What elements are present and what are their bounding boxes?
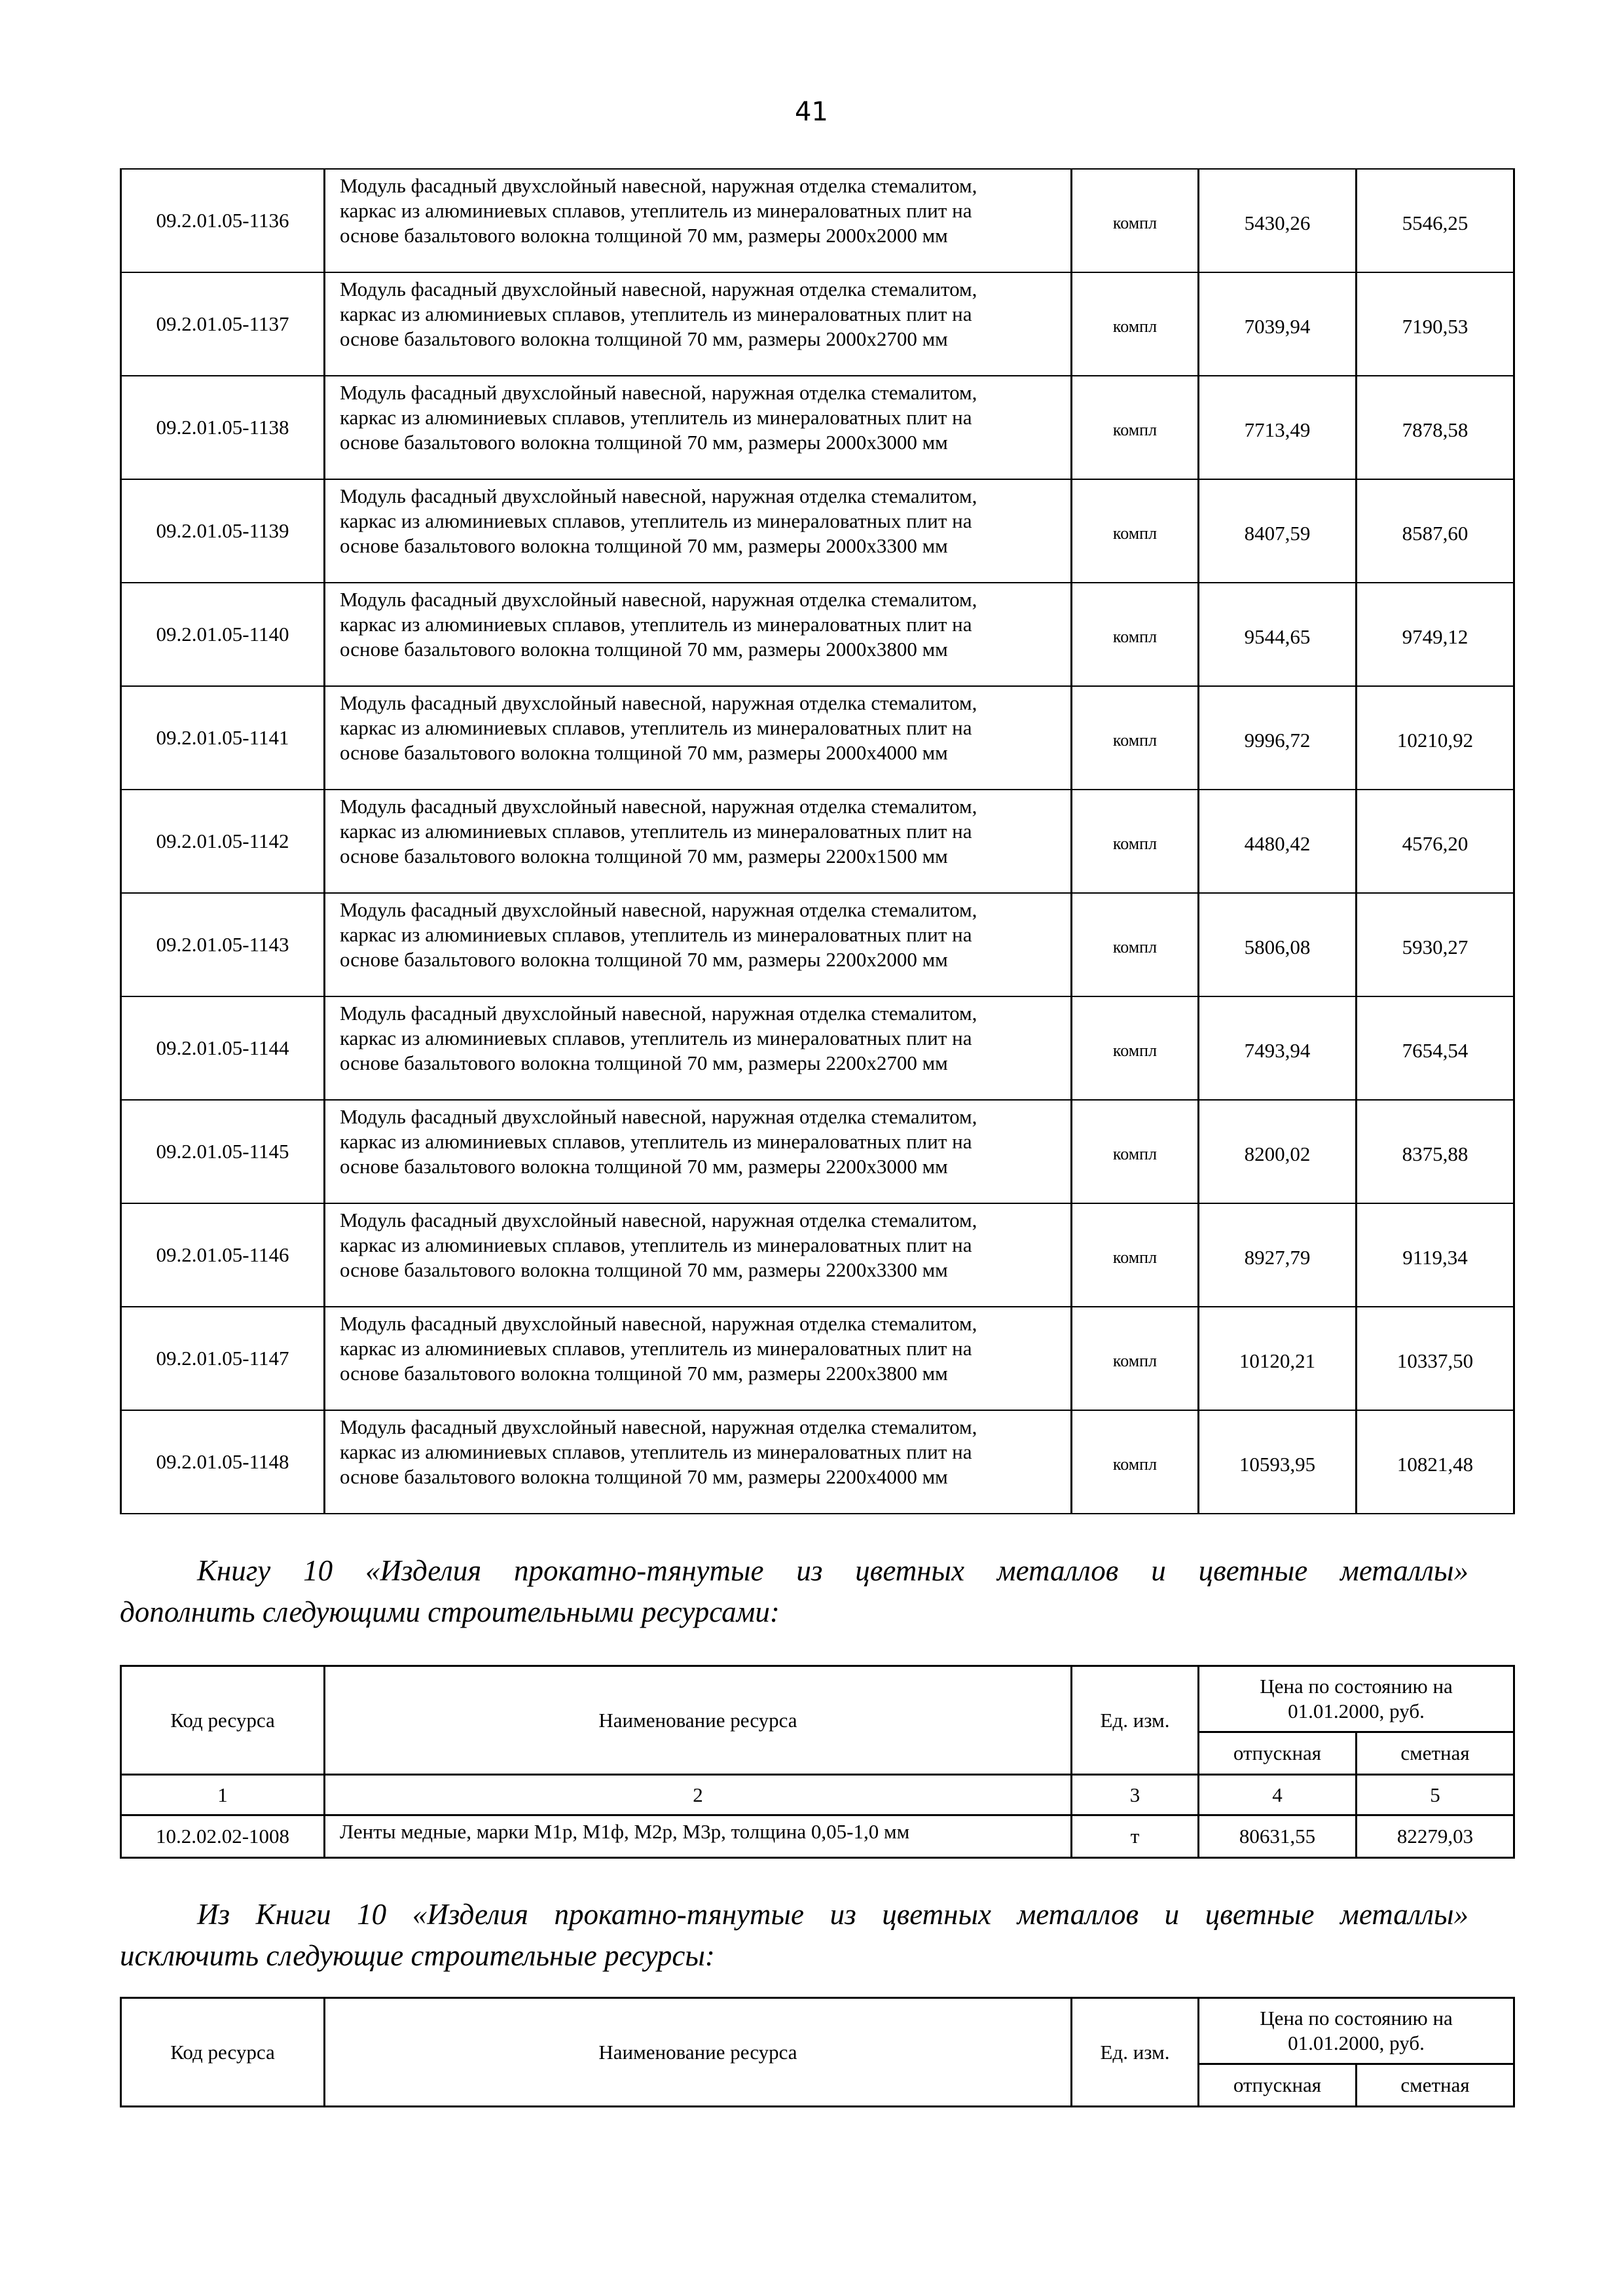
table-row: [121, 1307, 1514, 1410]
resource-code: 09.2.01.05-1147: [121, 1307, 325, 1410]
resource-name-line: Модуль фасадный двухслойный навесной, наружная отделка стемалитом,: [340, 278, 977, 301]
resource-unit: компл: [1072, 996, 1199, 1100]
release-price: 9544,65: [1199, 583, 1357, 686]
release-price: 7039,94: [1199, 272, 1357, 376]
resource-name-line: каркас из алюминиевых сплавов, утеплитель из минераловатных плит на: [340, 716, 972, 739]
header-code: Код ресурса: [121, 1666, 325, 1775]
resource-code: 09.2.01.05-1139: [121, 479, 325, 583]
col-number: 5: [1357, 1775, 1514, 1815]
resource-name-line: Модуль фасадный двухслойный навесной, наружная отделка стемалитом,: [340, 1002, 977, 1025]
col-number: 3: [1072, 1775, 1199, 1815]
resource-unit: компл: [1072, 583, 1199, 686]
col-number: 1: [121, 1775, 325, 1815]
estimate-price: 5930,27: [1357, 893, 1514, 996]
resource-name-line: Модуль фасадный двухслойный навесной, наружная отделка стемалитом,: [340, 1209, 977, 1231]
table-row: [121, 583, 1514, 686]
release-price: 8200,02: [1199, 1100, 1357, 1203]
resource-name: [325, 583, 1072, 686]
resource-name: [325, 1203, 1072, 1307]
header-name: Наименование ресурса: [325, 1998, 1072, 2107]
resource-unit: компл: [1072, 1307, 1199, 1410]
remove-resources-paragraph: [120, 1894, 1468, 1977]
table-row: [121, 1203, 1514, 1307]
resource-name-line: каркас из алюминиевых сплавов, утеплитель из минераловатных плит на: [340, 1233, 972, 1256]
estimate-price: 10210,92: [1357, 686, 1514, 790]
resource-name-line: Модуль фасадный двухслойный навесной, наружная отделка стемалитом,: [340, 691, 977, 714]
estimate-price: 7878,58: [1357, 376, 1514, 479]
paragraph-line: Книгу 10 «Изделия прокатно-тянутые из цветных металлов и цветные металлы»: [197, 1554, 1468, 1587]
release-price: 7713,49: [1199, 376, 1357, 479]
resource-name: [325, 1100, 1072, 1203]
resource-code: 09.2.01.05-1146: [121, 1203, 325, 1307]
resource-code: 09.2.01.05-1138: [121, 376, 325, 479]
table-row: [121, 272, 1514, 376]
resource-name-line: каркас из алюминиевых сплавов, утеплитель из минераловатных плит на: [340, 1027, 972, 1049]
table-row: [121, 790, 1514, 893]
resource-unit: компл: [1072, 1100, 1199, 1203]
resource-name-line: Модуль фасадный двухслойный навесной, наружная отделка стемалитом,: [340, 484, 977, 507]
header-estimate: сметная: [1357, 2064, 1514, 2107]
resource-name: [325, 1307, 1072, 1410]
resource-name-line: каркас из алюминиевых сплавов, утеплитель из минераловатных плит на: [340, 302, 972, 325]
table-row: [121, 479, 1514, 583]
resource-name: Ленты медные, марки М1р, М1ф, М2р, М3р, толщина 0,05-1,0 мм: [325, 1815, 1072, 1858]
resource-name: [325, 686, 1072, 790]
resource-name-line: Модуль фасадный двухслойный навесной, наружная отделка стемалитом,: [340, 898, 977, 921]
resource-name: [325, 272, 1072, 376]
estimate-price: 10821,48: [1357, 1410, 1514, 1514]
resource-name: [325, 996, 1072, 1100]
resource-name-line: основе базальтового волокна толщиной 70 мм, размеры 2000х2000 мм: [340, 224, 948, 247]
header-unit: Ед. изм.: [1072, 1998, 1199, 2107]
resource-unit: компл: [1072, 1203, 1199, 1307]
resource-code: 09.2.01.05-1148: [121, 1410, 325, 1514]
estimate-price: 9749,12: [1357, 583, 1514, 686]
resource-name-line: каркас из алюминиевых сплавов, утеплитель из минераловатных плит на: [340, 199, 972, 222]
resource-name: [325, 376, 1072, 479]
header-release: отпускная: [1199, 1732, 1357, 1775]
estimate-price: 8587,60: [1357, 479, 1514, 583]
table-row: [121, 376, 1514, 479]
resource-code: 09.2.01.05-1137: [121, 272, 325, 376]
page-number: 41: [795, 97, 828, 127]
header-price: Цена по состоянию на 01.01.2000, руб.: [1199, 1666, 1514, 1732]
resource-name-line: основе базальтового волокна толщиной 70 мм, размеры 2200х1500 мм: [340, 845, 948, 867]
resource-name-line: каркас из алюминиевых сплавов, утеплитель из минераловатных плит на: [340, 1130, 972, 1153]
resource-name-line: каркас из алюминиевых сплавов, утеплитель из минераловатных плит на: [340, 1337, 972, 1360]
estimate-price: 82279,03: [1357, 1815, 1514, 1858]
resource-name-line: каркас из алюминиевых сплавов, утеплитель из минераловатных плит на: [340, 1440, 972, 1463]
resource-code: 09.2.01.05-1140: [121, 583, 325, 686]
resource-name-line: каркас из алюминиевых сплавов, утеплитель из минераловатных плит на: [340, 406, 972, 429]
table-row: [121, 169, 1514, 272]
paragraph-line: дополнить следующими строительными ресурсами:: [120, 1595, 780, 1628]
table-row: [121, 893, 1514, 996]
resource-unit: компл: [1072, 169, 1199, 272]
resource-name-line: основе базальтового волокна толщиной 70 мм, размеры 2200х3300 мм: [340, 1258, 948, 1281]
resource-code: 09.2.01.05-1144: [121, 996, 325, 1100]
resource-name-line: Модуль фасадный двухслойный навесной, наружная отделка стемалитом,: [340, 588, 977, 611]
header-release: отпускная: [1199, 2064, 1357, 2107]
header-estimate: сметная: [1357, 1732, 1514, 1775]
resource-name-line: каркас из алюминиевых сплавов, утеплитель из минераловатных плит на: [340, 923, 972, 946]
resource-name: [325, 893, 1072, 996]
release-price: 8407,59: [1199, 479, 1357, 583]
resource-unit: компл: [1072, 686, 1199, 790]
header-unit: Ед. изм.: [1072, 1666, 1199, 1775]
header-code: Код ресурса: [121, 1998, 325, 2107]
resource-name: [325, 479, 1072, 583]
resource-name-line: основе базальтового волокна толщиной 70 мм, размеры 2200х2000 мм: [340, 948, 948, 971]
table-row: [121, 1815, 1514, 1858]
resource-code: 09.2.01.05-1136: [121, 169, 325, 272]
resource-name-line: каркас из алюминиевых сплавов, утеплитель из минераловатных плит на: [340, 613, 972, 636]
resource-unit: компл: [1072, 479, 1199, 583]
table-row: [121, 1100, 1514, 1203]
header-name: Наименование ресурса: [325, 1666, 1072, 1775]
resource-code: 09.2.01.05-1143: [121, 893, 325, 996]
resources-table-continued: [120, 168, 1515, 1514]
estimate-price: 7654,54: [1357, 996, 1514, 1100]
estimate-price: 7190,53: [1357, 272, 1514, 376]
resource-code: 09.2.01.05-1142: [121, 790, 325, 893]
resource-unit: компл: [1072, 272, 1199, 376]
resource-name: [325, 1410, 1072, 1514]
col-number: 4: [1199, 1775, 1357, 1815]
resource-unit: компл: [1072, 893, 1199, 996]
col-number: 2: [325, 1775, 1072, 1815]
release-price: 5806,08: [1199, 893, 1357, 996]
resource-name-line: основе базальтового волокна толщиной 70 мм, размеры 2200х4000 мм: [340, 1465, 948, 1488]
header-price: Цена по состоянию на 01.01.2000, руб.: [1199, 1998, 1514, 2064]
resource-name-line: основе базальтового волокна толщиной 70 мм, размеры 2000х2700 мм: [340, 327, 948, 350]
resource-name-line: основе базальтового волокна толщиной 70 мм, размеры 2200х3800 мм: [340, 1362, 948, 1385]
release-price: 4480,42: [1199, 790, 1357, 893]
estimate-price: 5546,25: [1357, 169, 1514, 272]
resource-name-line: Модуль фасадный двухслойный навесной, наружная отделка стемалитом,: [340, 174, 977, 197]
resource-name-line: Модуль фасадный двухслойный навесной, наружная отделка стемалитом,: [340, 1312, 977, 1335]
estimate-price: 8375,88: [1357, 1100, 1514, 1203]
added-resources-table: [120, 1665, 1515, 1859]
resource-unit: компл: [1072, 790, 1199, 893]
estimate-price: 9119,34: [1357, 1203, 1514, 1307]
resource-name-line: Модуль фасадный двухслойный навесной, наружная отделка стемалитом,: [340, 795, 977, 818]
table-row: [121, 686, 1514, 790]
release-price: 10120,21: [1199, 1307, 1357, 1410]
release-price: 10593,95: [1199, 1410, 1357, 1514]
resource-unit: компл: [1072, 376, 1199, 479]
resource-code: 10.2.02.02-1008: [121, 1815, 325, 1858]
resource-code: 09.2.01.05-1141: [121, 686, 325, 790]
resource-name-line: основе базальтового волокна толщиной 70 мм, размеры 2000х3800 мм: [340, 638, 948, 661]
paragraph-line: Из Книги 10 «Изделия прокатно-тянутые из цветных металлов и цветные металлы»: [197, 1898, 1468, 1931]
resource-name-line: основе базальтового волокна толщиной 70 мм, размеры 2200х3000 мм: [340, 1155, 948, 1178]
resource-name-line: основе базальтового волокна толщиной 70 мм, размеры 2000х3300 мм: [340, 534, 948, 557]
resource-name-line: основе базальтового волокна толщиной 70 мм, размеры 2000х3000 мм: [340, 431, 948, 454]
resource-code: 09.2.01.05-1145: [121, 1100, 325, 1203]
estimate-price: 10337,50: [1357, 1307, 1514, 1410]
resource-unit: компл: [1072, 1410, 1199, 1514]
resource-name: [325, 790, 1072, 893]
estimate-price: 4576,20: [1357, 790, 1514, 893]
removed-resources-table: [120, 1997, 1515, 2107]
release-price: 5430,26: [1199, 169, 1357, 272]
paragraph-line: исключить следующие строительные ресурсы:: [120, 1939, 715, 1972]
table-row: [121, 1410, 1514, 1514]
resource-name-line: Модуль фасадный двухслойный навесной, наружная отделка стемалитом,: [340, 1105, 977, 1128]
resource-name-line: Модуль фасадный двухслойный навесной, наружная отделка стемалитом,: [340, 381, 977, 404]
release-price: 80631,55: [1199, 1815, 1357, 1858]
release-price: 7493,94: [1199, 996, 1357, 1100]
resource-name-line: каркас из алюминиевых сплавов, утеплитель из минераловатных плит на: [340, 820, 972, 843]
release-price: 9996,72: [1199, 686, 1357, 790]
resource-name: [325, 169, 1072, 272]
resource-name-line: каркас из алюминиевых сплавов, утеплитель из минераловатных плит на: [340, 509, 972, 532]
table-row: [121, 996, 1514, 1100]
add-resources-paragraph: [120, 1550, 1468, 1633]
resource-name-line: основе базальтового волокна толщиной 70 мм, размеры 2200х2700 мм: [340, 1051, 948, 1074]
release-price: 8927,79: [1199, 1203, 1357, 1307]
resource-name-line: Модуль фасадный двухслойный навесной, наружная отделка стемалитом,: [340, 1415, 977, 1438]
resource-unit: т: [1072, 1815, 1199, 1858]
resource-name-line: основе базальтового волокна толщиной 70 мм, размеры 2000х4000 мм: [340, 741, 948, 764]
